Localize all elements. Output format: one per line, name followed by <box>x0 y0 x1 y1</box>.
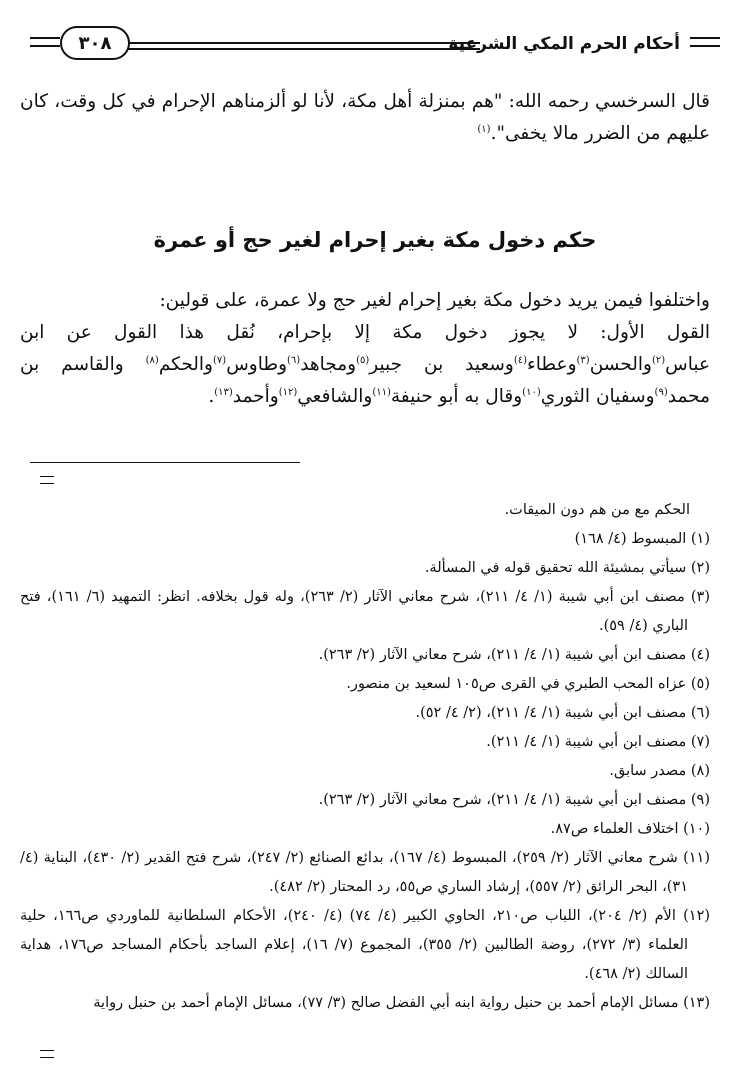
footnote-7: (٧) مصنف ابن أبي شيبة (١/ ٤/ ٢١١). <box>486 734 710 750</box>
footnote-ref[interactable]: (٢) <box>651 354 666 366</box>
footnote-ref[interactable]: (١٣) <box>214 386 233 398</box>
paragraph-opinions <box>20 285 710 413</box>
footnote-ref[interactable]: (١١) <box>372 386 391 398</box>
text-segment: وسفيان الثوري <box>540 386 655 407</box>
footnote-11: (١١) شرح معاني الآثار (٢/ ٢٥٩)، المبسوط (٤/ ١٦٧)، بدائع الصنائع (٢/ ٢٤٧)، شرح فتح القدير (٢/ ٤٣٠)، البناية (٤/ ٣١)، البحر الرائق (٢/ ٥٥٧)، إرشاد الساري ص٥٥، رد المحتار (٢/ ٤٨٢). <box>20 850 711 895</box>
footnote-ref[interactable]: (٨) <box>145 354 159 366</box>
paragraph-sarakhsi-quote <box>20 86 710 150</box>
footnote-8: (٨) مصدر سابق. <box>609 763 710 779</box>
section-heading: حكم دخول مكة بغير إحرام لغير حج أو عمرة <box>153 228 597 252</box>
text-segment: والشافعي <box>297 386 373 407</box>
running-title: أحكام الحرم المكي الشرعية <box>448 34 680 54</box>
page-number: ٣٠٨ <box>60 26 130 60</box>
footnote-continuation: الحكم مع من هم دون الميقات. <box>504 502 690 518</box>
text-segment: والحكم <box>158 354 213 375</box>
footnote-separator <box>30 462 300 463</box>
text-segment: وسعيد بن جبير <box>369 354 514 375</box>
footnote-10: (١٠) اختلاف العلماء ص٨٧. <box>550 821 710 837</box>
footnote-4: (٤) مصنف ابن أبي شيبة (١/ ٤/ ٢١١)، شرح معاني الآثار (٢/ ٢٦٣). <box>318 647 710 663</box>
text-segment: ومجاهد <box>300 354 357 375</box>
footnote-12: (١٢) الأم (٢/ ٢٠٤)، اللباب ص٢١٠، الحاوي الكبير (٤/ ٧٤) (٤/ ٢٤٠)، الأحكام السلطانية للماوردي ص١٦٦، حلية العلماء (٣/ ٢٧٢)، روضة الطالبين (٢/ ٣٥٥)، المجموع (٧/ ١٦)، إعلام الساجد بأحكام المساجد ص١٧٦، هداية السالك (٢/ ٤٦٨). <box>20 908 711 982</box>
header-rule <box>125 42 480 50</box>
footnote-3: (٣) مصنف ابن أبي شيبة (١/ ٤/ ٢١١)، شرح معاني الآثار (٢/ ٢٦٣)، وله قول بخلافه. انظر: التمهيد (٦/ ١٦١)، فتح الباري (٤/ ٥٩). <box>20 589 710 634</box>
footnote-ref[interactable]: (٧) <box>213 354 227 366</box>
text-segment: والقاسم بن محمد <box>20 354 710 407</box>
text-segment: . <box>208 386 215 407</box>
page-header <box>30 20 720 70</box>
footnotes <box>20 496 710 1018</box>
header-ornament-right <box>690 37 720 47</box>
footnote-1: (١) المبسوط (٤/ ١٦٨) <box>574 531 710 547</box>
footnote-ref[interactable]: (١٢) <box>278 386 298 398</box>
text-segment: والحسن <box>589 354 652 375</box>
paragraph-text: قال السرخسي رحمه الله: "هم بمنزلة أهل مكة، لأنا لو ألزمناهم الإحرام في كل وقت، كان عليهم من الضرر مالا يخفى". <box>20 91 710 144</box>
text-segment: القول الأول: لا يجوز دخول مكة إلا بإحرام، نُقل هذا القول عن ابن عباس <box>20 322 710 375</box>
paragraph-first-opinion <box>20 317 710 413</box>
header-ornament-left <box>30 37 60 47</box>
footnote-ref[interactable]: (٦) <box>287 354 301 366</box>
footnote-2: (٢) سيأتي بمشيئة الله تحقيق قوله في المسألة. <box>424 560 710 576</box>
footnote-6: (٦) مصنف ابن أبي شيبة (١/ ٤/ ٢١١)، (٢/ ٤/ ٥٢). <box>415 705 710 721</box>
footnote-ref[interactable]: (٣) <box>576 354 590 366</box>
continuation-mark-top <box>40 476 54 484</box>
footnote-ref[interactable]: (١) <box>477 123 491 135</box>
footnote-5: (٥) عزاه المحب الطبري في القرى ص١٠٥ لسعيد بن منصور. <box>346 676 710 692</box>
footnote-ref[interactable]: (٤) <box>513 354 528 366</box>
footnote-13: (١٣) مسائل الإمام أحمد بن حنبل رواية ابنه أبي الفضل صالح (٣/ ٧٧)، مسائل الإمام أحمد بن حنبل رواية <box>93 995 710 1011</box>
text-segment: وطاوس <box>226 354 287 375</box>
footnote-ref[interactable]: (٩) <box>654 386 668 398</box>
text-segment: وعطاء <box>527 354 577 375</box>
footnote-ref[interactable]: (٥) <box>356 354 370 366</box>
footnote-9: (٩) مصنف ابن أبي شيبة (١/ ٤/ ٢١١)، شرح معاني الآثار (٢/ ٢٦٣). <box>318 792 710 808</box>
paragraph-intro: واختلفوا فيمن يريد دخول مكة بغير إحرام لغير حج ولا عمرة، على قولين: <box>159 290 710 311</box>
text-segment: وقال به أبو حنيفة <box>390 386 523 407</box>
continuation-mark-bottom <box>40 1050 54 1058</box>
footnote-ref[interactable]: (١٠) <box>522 386 541 398</box>
text-segment: وأحمد <box>232 386 279 407</box>
